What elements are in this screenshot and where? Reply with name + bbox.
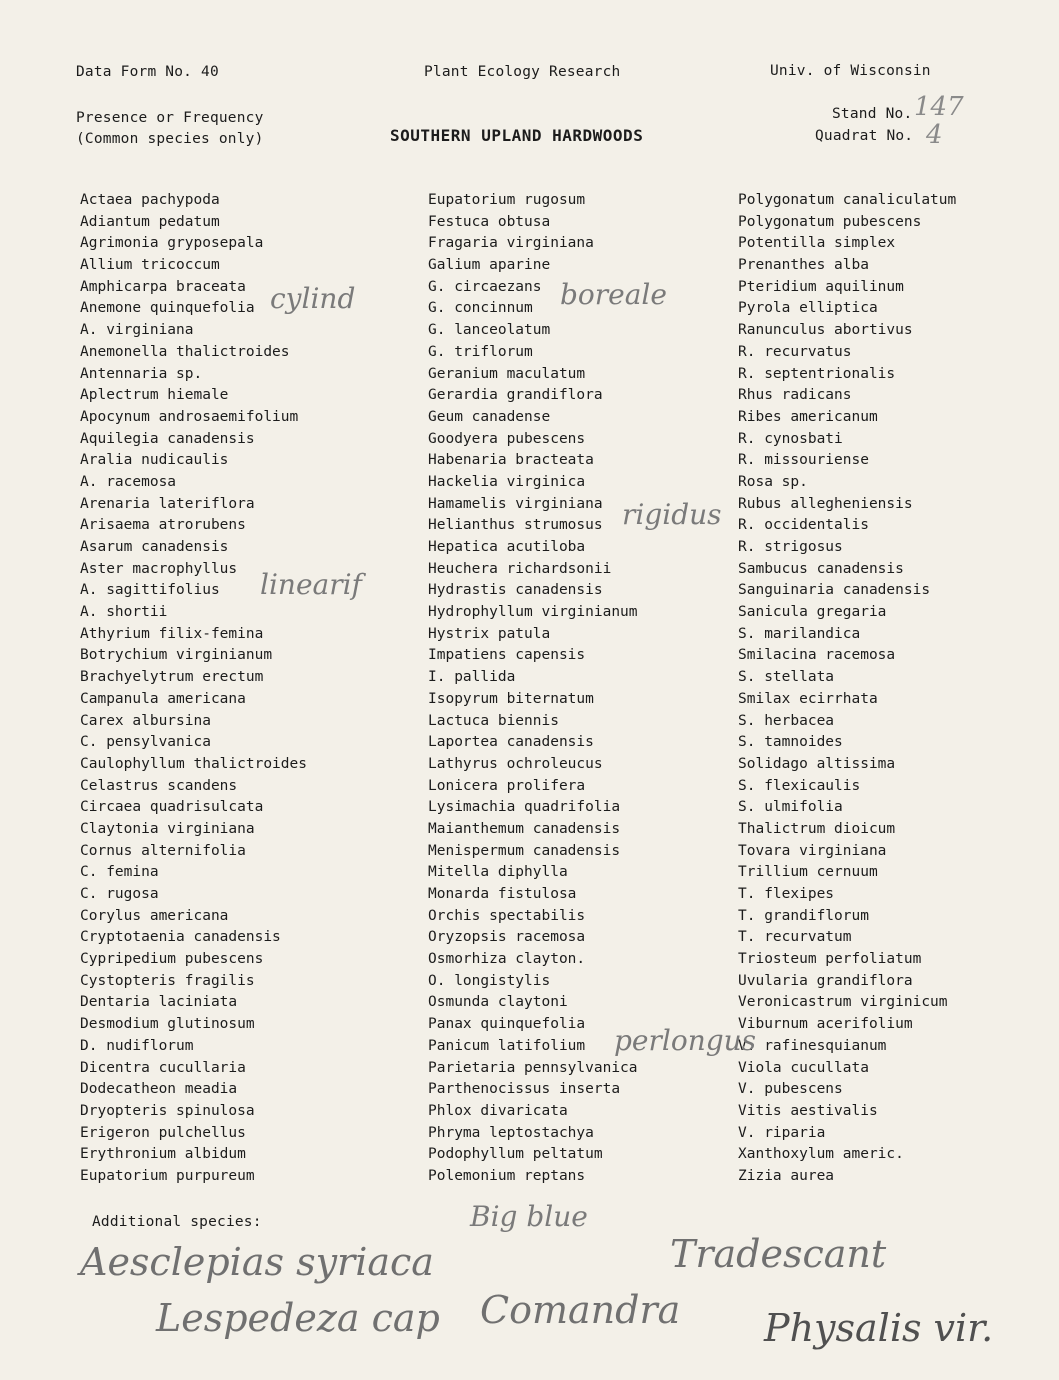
- species-entry: Campanula americana: [80, 690, 246, 707]
- species-entry: Parthenocissus inserta: [428, 1081, 621, 1098]
- species-entry: Galium aparine: [428, 257, 551, 274]
- handwritten-species-4: Lespedeza cap: [156, 1296, 440, 1340]
- species-entry: Geranium maculatum: [428, 365, 586, 382]
- species-entry: Caulophyllum thalictroides: [80, 755, 307, 772]
- species-entry: Polemonium reptans: [428, 1167, 586, 1184]
- quadrat-value: 4: [926, 120, 943, 150]
- species-entry: S. marilandica: [738, 625, 861, 642]
- species-entry: D. nudiflorum: [80, 1037, 194, 1054]
- annotation-cylind: cylind: [270, 282, 356, 315]
- species-entry: Phryma leptostachya: [428, 1124, 594, 1141]
- species-entry: Monarda fistulosa: [428, 886, 577, 902]
- annotation-perlongus: perlongus: [614, 1024, 757, 1057]
- species-entry: I. pallida: [428, 669, 516, 686]
- species-entry: Allium tricoccum: [80, 257, 220, 274]
- annotation-linearif: linearif: [260, 568, 362, 601]
- species-entry: Eupatorium purpureum: [80, 1167, 255, 1184]
- page-title: SOUTHERN UPLAND HARDWOODS: [390, 126, 644, 145]
- species-entry: A. virginiana: [80, 322, 194, 339]
- species-entry: Actaea pachypoda: [80, 192, 220, 208]
- species-entry: R. recurvatus: [738, 343, 852, 360]
- species-entry: Potentilla simplex: [738, 235, 896, 252]
- species-entry: Desmodium glutinosum: [80, 1016, 255, 1033]
- species-entry: A. racemosa: [80, 473, 177, 490]
- species-entry: Antennaria sp.: [80, 365, 203, 382]
- additional-species-label: Additional species:: [92, 1214, 262, 1230]
- species-entry: Lathyrus ochroleucus: [428, 755, 603, 772]
- species-entry: V. pubescens: [738, 1081, 843, 1098]
- species-entry: Hackelia virginica: [428, 473, 586, 490]
- species-entry: S. tamnoides: [738, 734, 843, 751]
- research-heading: Plant Ecology Research: [424, 64, 621, 80]
- species-entry: Dicentra cucullaria: [80, 1059, 246, 1076]
- species-entry: Laportea canadensis: [428, 734, 594, 751]
- species-entry: Cystopteris fragilis: [80, 972, 255, 989]
- annotation-rigidus: rigidus: [622, 498, 722, 531]
- species-entry: Isopyrum biternatum: [428, 690, 594, 707]
- species-entry: Aplectrum hiemale: [80, 387, 229, 404]
- species-entry: Erigeron pulchellus: [80, 1124, 246, 1141]
- species-entry: Circaea quadrisulcata: [80, 799, 264, 816]
- species-entry: Sanicula gregaria: [738, 604, 887, 621]
- species-entry: Lactuca biennis: [428, 712, 559, 729]
- species-entry: Viburnum acerifolium: [738, 1016, 913, 1033]
- species-entry: Habenaria bracteata: [428, 452, 594, 469]
- species-entry: Hystrix patula: [428, 625, 551, 642]
- species-entry: Mitella diphylla: [428, 864, 568, 881]
- handwritten-species-3: Tradescant: [670, 1232, 887, 1276]
- species-entry: O. longistylis: [428, 972, 551, 989]
- species-entry: R. cynosbati: [738, 430, 843, 447]
- species-entry: T. grandiflorum: [738, 907, 869, 924]
- species-entry: R. septentrionalis: [738, 365, 896, 382]
- species-entry: Goodyera pubescens: [428, 430, 586, 447]
- species-entry: Geum canadense: [428, 408, 551, 425]
- species-entry: V. rafinesquianum: [738, 1037, 887, 1054]
- species-entry: Asarum canadensis: [80, 539, 229, 555]
- species-entry: Anemone quinquefolia: [80, 300, 255, 317]
- species-entry: C. femina: [80, 864, 159, 881]
- species-entry: A. sagittifolius: [80, 582, 220, 599]
- species-entry: Aralia nudicaulis: [80, 452, 229, 469]
- species-entry: Panax quinquefolia: [428, 1016, 586, 1033]
- species-entry: Triosteum perfoliatum: [738, 951, 922, 968]
- common-species-label: (Common species only): [76, 131, 264, 147]
- species-entry: Uvularia grandiflora: [738, 972, 913, 989]
- species-entry: S. herbacea: [738, 712, 835, 729]
- species-entry: C. pensylvanica: [80, 734, 211, 751]
- species-entry: R. missouriense: [738, 452, 869, 469]
- species-entry: Apocynum androsaemifolium: [80, 408, 299, 425]
- species-entry: Ranunculus abortivus: [738, 322, 913, 339]
- species-entry: Thalictrum dioicum: [738, 820, 896, 837]
- species-entry: G. lanceolatum: [428, 322, 551, 339]
- species-column-3: [738, 190, 956, 1188]
- species-column-2: [428, 190, 638, 1188]
- species-entry: S. ulmifolia: [738, 799, 843, 816]
- quadrat-label: Quadrat No.: [815, 128, 914, 144]
- species-entry: Dodecatheon meadia: [80, 1081, 238, 1098]
- species-entry: Ribes americanum: [738, 408, 878, 425]
- species-entry: Cryptotaenia canadensis: [80, 929, 281, 946]
- species-entry: Solidago altissima: [738, 755, 896, 772]
- stand-value: 147: [914, 92, 964, 122]
- species-entry: Lonicera prolifera: [428, 777, 586, 794]
- species-entry: Trillium cernuum: [738, 864, 878, 881]
- handwritten-species-6: Physalis vir.: [764, 1306, 994, 1350]
- species-entry: Brachyelytrum erectum: [80, 669, 264, 686]
- species-entry: Smilacina racemosa: [738, 647, 896, 664]
- species-entry: Dryopteris spinulosa: [80, 1102, 255, 1119]
- species-entry: C. rugosa: [80, 886, 159, 902]
- species-entry: Maianthemum canadensis: [428, 820, 621, 837]
- species-entry: Oryzopsis racemosa: [428, 929, 586, 946]
- species-entry: Parietaria pennsylvanica: [428, 1059, 638, 1076]
- species-entry: A. shortii: [80, 604, 168, 621]
- species-entry: Helianthus strumosus: [428, 517, 603, 534]
- species-entry: Xanthoxylum americ.: [738, 1146, 904, 1163]
- species-entry: Podophyllum peltatum: [428, 1146, 603, 1163]
- species-entry: Panicum latifolium: [428, 1037, 586, 1054]
- species-entry: T. flexipes: [738, 886, 835, 902]
- species-entry: S. flexicaulis: [738, 777, 861, 794]
- species-entry: Athyrium filix-femina: [80, 625, 264, 642]
- species-entry: Prenanthes alba: [738, 257, 869, 274]
- species-entry: R. strigosus: [738, 539, 843, 555]
- species-entry: Eupatorium rugosum: [428, 192, 586, 208]
- species-entry: Lysimachia quadrifolia: [428, 799, 621, 816]
- species-entry: Carex albursina: [80, 712, 211, 729]
- species-entry: Sanguinaria canadensis: [738, 582, 931, 599]
- university-heading: Univ. of Wisconsin: [770, 63, 931, 79]
- handwritten-species-2: Big blue: [470, 1200, 588, 1233]
- species-entry: Rubus allegheniensis: [738, 495, 913, 512]
- species-entry: Tovara virginiana: [738, 842, 887, 859]
- species-entry: T. recurvatum: [738, 929, 852, 946]
- species-entry: Claytonia virginiana: [80, 820, 255, 837]
- presence-label: Presence or Frequency: [76, 110, 264, 126]
- species-entry: Cypripedium pubescens: [80, 951, 264, 968]
- species-entry: Polygonatum pubescens: [738, 213, 922, 230]
- annotation-boreale: boreale: [560, 278, 667, 311]
- species-entry: Gerardia grandiflora: [428, 387, 603, 404]
- species-column-1: [80, 190, 307, 1188]
- handwritten-species-5: Comandra: [480, 1288, 681, 1332]
- species-entry: G. circaezans: [428, 278, 542, 295]
- species-entry: Cornus alternifolia: [80, 842, 246, 859]
- species-entry: Agrimonia gryposepala: [80, 235, 264, 252]
- species-entry: Rosa sp.: [738, 473, 808, 490]
- species-entry: Festuca obtusa: [428, 213, 551, 230]
- species-entry: Orchis spectabilis: [428, 907, 586, 924]
- species-entry: Sambucus canadensis: [738, 560, 904, 577]
- species-entry: Polygonatum canaliculatum: [738, 192, 957, 208]
- species-entry: Zizia aurea: [738, 1167, 835, 1184]
- species-entry: Corylus americana: [80, 907, 229, 924]
- form-number: Data Form No. 40: [76, 64, 219, 80]
- species-entry: Pyrola elliptica: [738, 300, 878, 317]
- species-entry: Celastrus scandens: [80, 777, 238, 794]
- species-entry: Fragaria virginiana: [428, 235, 594, 252]
- species-entry: Adiantum pedatum: [80, 213, 220, 230]
- species-entry: Veronicastrum virginicum: [738, 994, 948, 1011]
- species-entry: Pteridium aquilinum: [738, 278, 904, 295]
- species-entry: Arenaria lateriflora: [80, 495, 255, 512]
- species-entry: Hamamelis virginiana: [428, 495, 603, 512]
- species-entry: Botrychium virginianum: [80, 647, 273, 664]
- stand-label: Stand No.: [832, 106, 913, 122]
- species-entry: Vitis aestivalis: [738, 1102, 878, 1119]
- species-entry: Arisaema atrorubens: [80, 517, 246, 534]
- species-entry: V. riparia: [738, 1124, 826, 1141]
- species-entry: Dentaria laciniata: [80, 994, 238, 1011]
- species-entry: Viola cucullata: [738, 1059, 869, 1076]
- species-entry: Hepatica acutiloba: [428, 539, 586, 555]
- species-entry: Osmunda claytoni: [428, 994, 568, 1011]
- species-entry: Menispermum canadensis: [428, 842, 621, 859]
- species-entry: Amphicarpa braceata: [80, 278, 246, 295]
- species-entry: Hydrastis canadensis: [428, 582, 603, 599]
- species-entry: Phlox divaricata: [428, 1102, 568, 1119]
- species-entry: G. triflorum: [428, 343, 533, 360]
- species-entry: Erythronium albidum: [80, 1146, 246, 1163]
- species-entry: Aquilegia canadensis: [80, 430, 255, 447]
- species-entry: Impatiens capensis: [428, 647, 586, 664]
- species-entry: R. occidentalis: [738, 517, 869, 534]
- species-entry: Hydrophyllum virginianum: [428, 604, 638, 621]
- species-entry: G. concinnum: [428, 300, 533, 317]
- species-entry: Smilax ecirrhata: [738, 690, 878, 707]
- species-entry: Aster macrophyllus: [80, 560, 238, 577]
- handwritten-species-1: Aesclepias syriaca: [80, 1240, 434, 1284]
- species-entry: Rhus radicans: [738, 387, 852, 404]
- species-entry: Osmorhiza clayton.: [428, 951, 586, 968]
- species-entry: Anemonella thalictroides: [80, 343, 290, 360]
- species-entry: Heuchera richardsonii: [428, 560, 612, 577]
- species-entry: S. stellata: [738, 669, 835, 686]
